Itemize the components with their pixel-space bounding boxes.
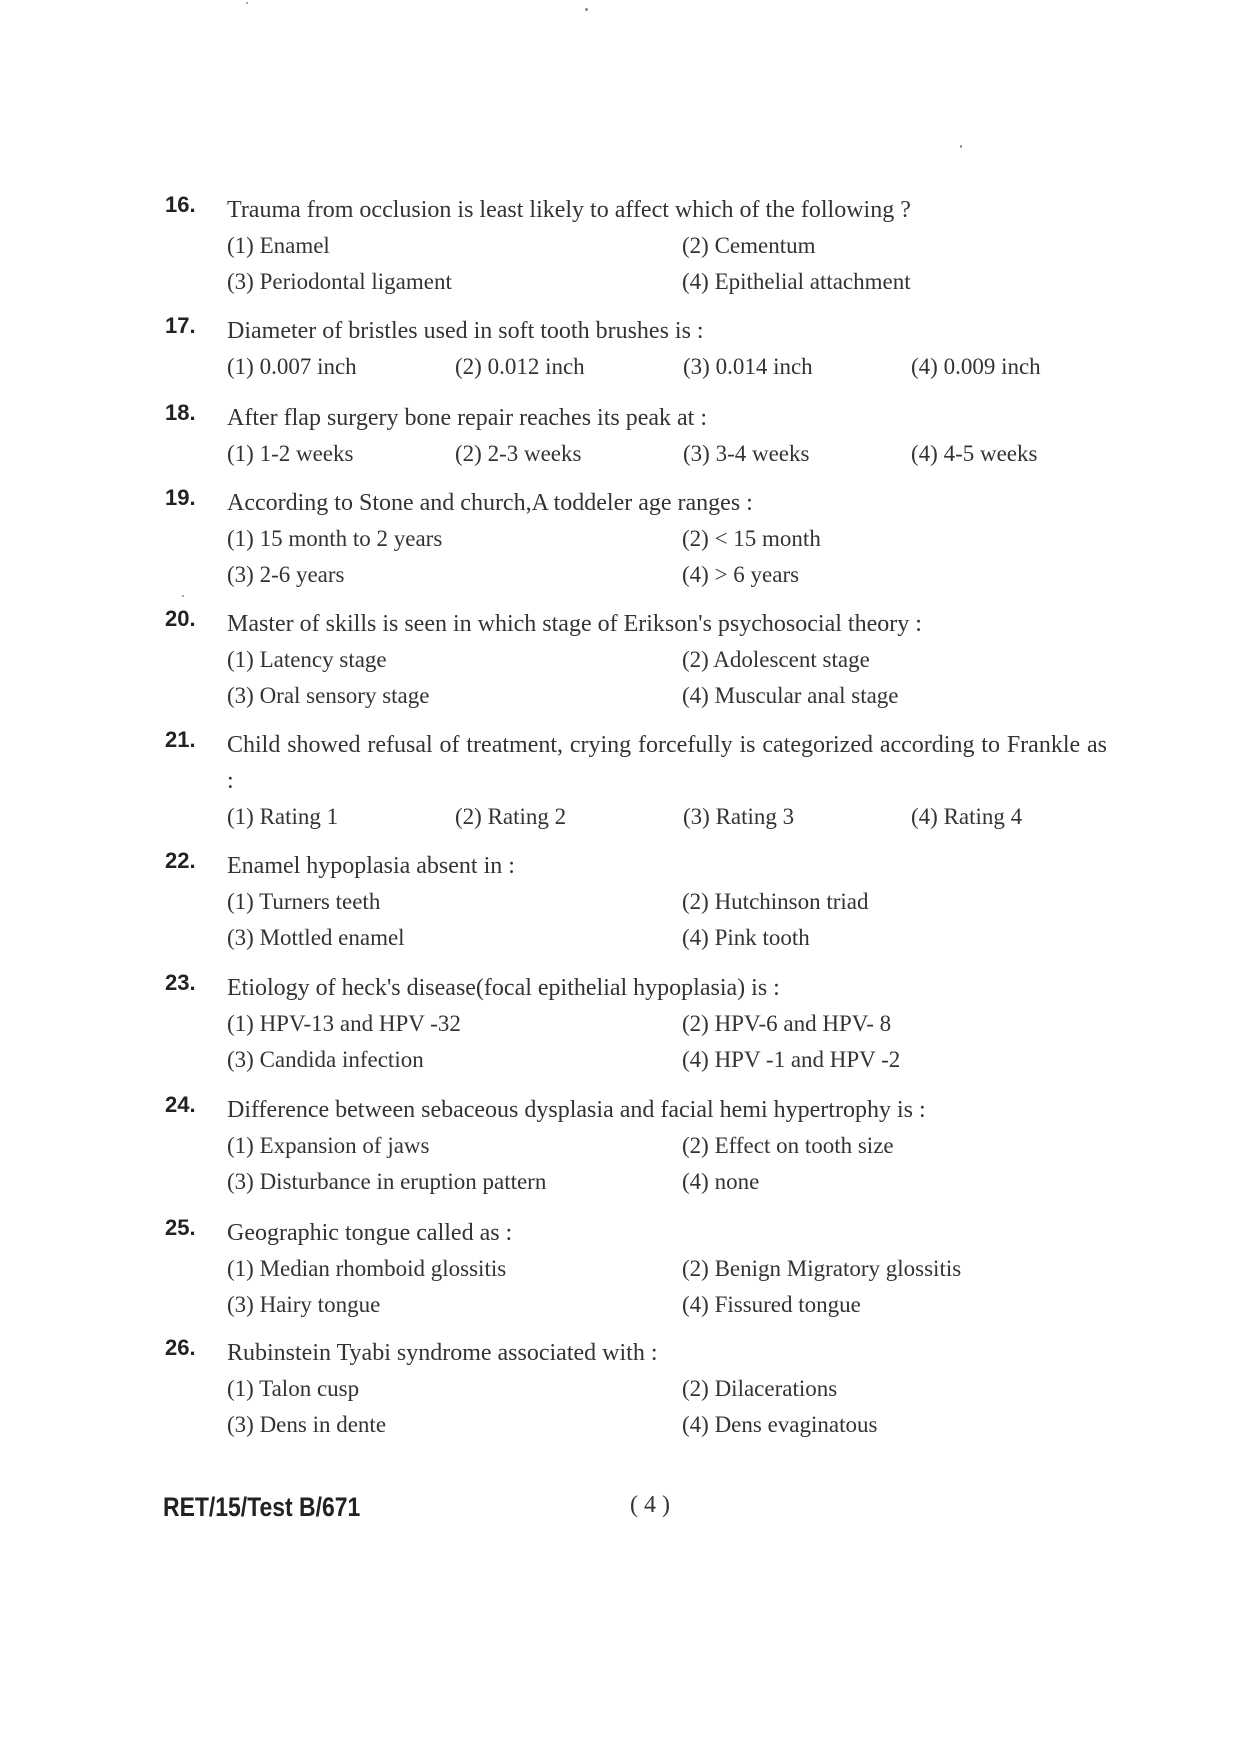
option-1: (1) Rating 1: [227, 804, 339, 829]
options: [227, 642, 1125, 714]
option-2: (2) Dilacerations: [682, 1376, 838, 1401]
option-2: (2) Effect on tooth size: [682, 1133, 894, 1158]
option-1: (1) Median rhomboid glossitis: [227, 1256, 507, 1281]
question-number: 25.: [165, 1215, 196, 1240]
options: [227, 349, 1125, 385]
options: [227, 521, 1125, 593]
option-2: (2) 0.012 inch: [455, 354, 585, 379]
options: [227, 228, 1125, 300]
option-3: (3) Disturbance in eruption pattern: [227, 1169, 547, 1194]
option-1: (1) Expansion of jaws: [227, 1133, 430, 1158]
option-4: (4) Fissured tongue: [682, 1292, 861, 1317]
option-3: (3) Oral sensory stage: [227, 683, 430, 708]
option-3: (3) Periodontal ligament: [227, 269, 452, 294]
question-26: [165, 1335, 1125, 1443]
option-2: (2) Rating 2: [455, 804, 567, 829]
question-number: 24.: [165, 1092, 196, 1117]
question-number: 20.: [165, 606, 196, 631]
option-3: (3) Candida infection: [227, 1047, 424, 1072]
question-number: 23.: [165, 970, 196, 995]
option-4: (4) Dens evaginatous: [682, 1412, 878, 1437]
question-number: 17.: [165, 313, 196, 338]
option-1: (1) Talon cusp: [227, 1376, 360, 1401]
option-3: (3) Rating 3: [683, 804, 795, 829]
question-text: Trauma from occlusion is least likely to affect which of the following ?: [227, 197, 911, 223]
options: [227, 884, 1125, 956]
option-2: (2) Cementum: [682, 233, 816, 258]
question-text: Diameter of bristles used in soft tooth brushes is :: [227, 318, 704, 344]
option-2: (2) Benign Migratory glossitis: [682, 1256, 962, 1281]
scan-speck: [246, 2, 248, 4]
question-24: [165, 1092, 1125, 1200]
scan-speck: [182, 595, 184, 597]
option-2: (2) < 15 month: [682, 526, 821, 551]
question-text: Difference between sebaceous dysplasia and facial hemi hypertrophy is :: [227, 1097, 926, 1123]
option-1: (1) Turners teeth: [227, 889, 381, 914]
question-19: [165, 485, 1125, 593]
option-3: (3) 0.014 inch: [683, 354, 813, 379]
scan-speck: [585, 8, 588, 11]
question-16: [165, 192, 1125, 300]
question-text: According to Stone and church,A toddeler age ranges :: [227, 490, 753, 516]
option-3: (3) Dens in dente: [227, 1412, 387, 1437]
question-text: Enamel hypoplasia absent in :: [227, 853, 515, 879]
option-2: (2) HPV-6 and HPV- 8: [682, 1011, 892, 1036]
option-4: (4) none: [682, 1169, 760, 1194]
question-20: [165, 606, 1125, 714]
question-21: [165, 727, 1125, 835]
options: [227, 1371, 1125, 1443]
option-4: (4) Epithelial attachment: [682, 269, 911, 294]
option-3: (3) 3-4 weeks: [683, 441, 810, 466]
question-23: [165, 970, 1125, 1078]
question-number: 26.: [165, 1335, 196, 1360]
question-number: 21.: [165, 727, 196, 752]
question-number: 18.: [165, 400, 196, 425]
option-1: (1) 1-2 weeks: [227, 441, 354, 466]
options: [227, 436, 1125, 472]
question-number: 22.: [165, 848, 196, 873]
question-17: [165, 313, 1125, 385]
option-1: (1) HPV-13 and HPV -32: [227, 1011, 461, 1036]
test-code: RET/15/Test B/671: [163, 1492, 361, 1522]
question-number: 19.: [165, 485, 196, 510]
options: [227, 1128, 1125, 1200]
option-1: (1) 0.007 inch: [227, 354, 357, 379]
option-4: (4) Pink tooth: [682, 925, 810, 950]
question-text: Child showed refusal of treatment, crying forcefully is categorized according to Frankle as :: [227, 732, 1107, 794]
option-4: (4) HPV -1 and HPV -2: [682, 1047, 901, 1072]
option-4: (4) 0.009 inch: [911, 354, 1041, 379]
option-3: (3) Hairy tongue: [227, 1292, 381, 1317]
question-text: Master of skills is seen in which stage of Erikson's psychosocial theory :: [227, 611, 922, 637]
options: [227, 799, 1125, 835]
option-3: (3) Mottled enamel: [227, 925, 405, 950]
question-text: Etiology of heck's disease(focal epithelial hypoplasia) is :: [227, 975, 780, 1001]
question-25: [165, 1215, 1125, 1323]
option-1: (1) 15 month to 2 years: [227, 526, 443, 551]
option-4: (4) Muscular anal stage: [682, 683, 899, 708]
option-2: (2) Adolescent stage: [682, 647, 870, 672]
page-number: ( 4 ): [630, 1492, 670, 1518]
question-22: [165, 848, 1125, 956]
question-18: [165, 400, 1125, 472]
option-4: (4) Rating 4: [911, 804, 1023, 829]
question-text: Geographic tongue called as :: [227, 1220, 513, 1246]
option-1: (1) Latency stage: [227, 647, 387, 672]
options: [227, 1006, 1125, 1078]
options: [227, 1251, 1125, 1323]
option-2: (2) 2-3 weeks: [455, 441, 582, 466]
option-4: (4) 4-5 weeks: [911, 441, 1038, 466]
option-4: (4) > 6 years: [682, 562, 800, 587]
question-number: 16.: [165, 192, 196, 217]
scan-speck: [960, 145, 962, 148]
option-3: (3) 2-6 years: [227, 562, 345, 587]
option-1: (1) Enamel: [227, 233, 330, 258]
question-text: Rubinstein Tyabi syndrome associated with :: [227, 1340, 658, 1366]
option-2: (2) Hutchinson triad: [682, 889, 869, 914]
question-text: After flap surgery bone repair reaches its peak at :: [227, 405, 708, 431]
